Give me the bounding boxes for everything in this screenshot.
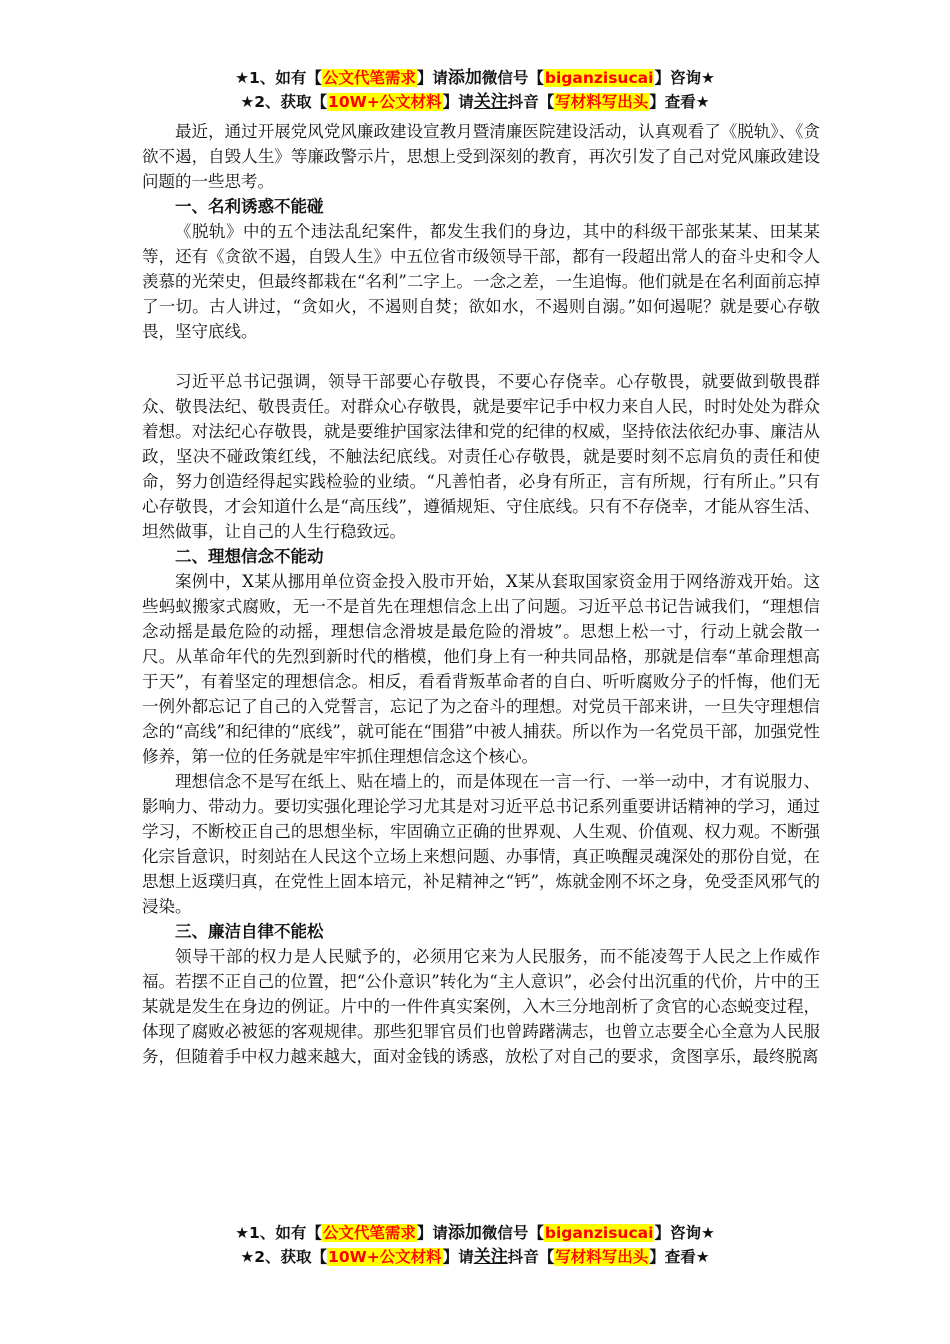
promo-text: 】请: [442, 1248, 474, 1266]
paragraph: 《脱轨》中的五个违法乱纪案件，都发生我们的身边，其中的科级干部张某某、田某某等，还有《贪欲不遏，自毁人生》中五位省市级领导干部，都有一段超出常人的奋斗史和令人羡慕的光荣史，但最终都栽在“名利”二字上。一念之差，一生追悔。他们就是在名利面前忘掉了一切。古人讲过，“贪如火，不遏则自焚；欲如水，不遏则自溺。”如何遏呢？就是要心存敬畏，坚守底线。: [142, 222, 820, 341]
highlight-douyin-account: 写材料写出头: [555, 93, 649, 111]
promo-text: 】请: [416, 1224, 448, 1242]
promo-text: 】咨询★: [654, 69, 715, 87]
highlight-wechat-id: biganzisucai: [544, 1224, 654, 1242]
promo-text: 】请: [442, 93, 474, 111]
promo-banner-top: [0, 66, 950, 114]
promo-line-1: [0, 66, 950, 90]
section-heading-2: 二、理想信念不能动: [175, 547, 324, 566]
promo-text: 微信号【: [481, 1224, 544, 1242]
highlight-materials: 10W+公文材料: [328, 1248, 442, 1266]
promo-text: 】咨询★: [654, 1224, 715, 1242]
paragraph: 理想信念不是写在纸上、贴在墙上的，而是体现在一言一行、一举一动中，才有说服力、影响力、带动力。要切实强化理论学习尤其是对习近平总书记系列重要讲话精神的学习，通过学习，不断校正自己的思想坐标，牢固确立正确的世界观、人生观、价值观、权力观。不断强化宗旨意识，时刻站在人民这个立场上来想问题、办事情，真正唤醒灵魂深处的那份自觉，在思想上返璞归真，在党性上固本培元，补足精神之“钙”，炼就金刚不坏之身，免受歪风邪气的浸染。: [142, 772, 820, 916]
highlight-materials: 10W+公文材料: [328, 93, 442, 111]
paragraph: 领导干部的权力是人民赋予的，必须用它来为人民服务，而不能凌驾于人民之上作威作福。若摆不正自己的位置，把“公仆意识”转化为“主人意识”，必会付出沉重的代价，片中的王某就是发生在身边的例证。片中的一件件真实案例，入木三分地剖析了贪官的心态蜕变过程，体现了腐败必被惩的客观规律。那些犯罪官员们也曾踌躇满志，也曾立志要全心全意为人民服务，但随着手中权力越来越大，面对金钱的诱惑，放松了对自己的要求，贪图享乐，最终脱离: [142, 947, 820, 1066]
promo-emphasis: 添加: [447, 68, 482, 88]
intro-paragraph: 最近，通过开展党风党风廉政建设宣教月暨清廉医院建设活动，认真观看了《脱轨》、《贪欲不遏，自毁人生》等廉政警示片，思想上受到深刻的教育，再次引发了自己对党风廉政建设问题的一些思考。: [142, 122, 820, 191]
highlight-service: 公文代笔需求: [322, 69, 416, 87]
paragraph: 习近平总书记强调，领导干部要心存敬畏，不要心存侥幸。心存敬畏，就要做到敬畏群众、敬畏法纪、敬畏责任。对群众心存敬畏，就是要牢记手中权力来自人民，时时处处为群众着想。对法纪心存敬畏，就是要维护国家法律和党的纪律的权威，坚持依法依纪办事、廉洁从政，坚决不碰政策红线，不触法纪底线。对责任心存敬畏，就是要时刻不忘肩负的责任和使命，努力创造经得起实践检验的业绩。“凡善怕者，必身有所正，言有所规，行有所止。”只有心存敬畏，才会知道什么是“高压线”，遵循规矩、守住底线。只有不存侥幸，才能从容生活、坦然做事，让自己的人生行稳致远。: [142, 372, 820, 541]
section-heading-3: 三、廉洁自律不能松: [175, 922, 324, 941]
promo-line-2: [0, 90, 950, 114]
promo-text: ★2、获取【: [240, 1248, 328, 1266]
promo-text: 】请: [416, 69, 448, 87]
promo-line-2: [0, 1245, 950, 1269]
section-heading-1: 一、名利诱惑不能碰: [175, 197, 324, 216]
article-body: [142, 119, 820, 1069]
promo-text: 微信号【: [481, 69, 544, 87]
promo-text: ★1、如有【: [235, 69, 322, 87]
promo-text: 抖音【: [507, 93, 555, 111]
promo-banner-bottom: [0, 1221, 950, 1269]
promo-line-1: [0, 1221, 950, 1245]
promo-text: 】查看★: [649, 93, 710, 111]
highlight-douyin-account: 写材料写出头: [555, 1248, 649, 1266]
promo-text: 抖音【: [507, 1248, 555, 1266]
promo-text: 】查看★: [649, 1248, 710, 1266]
paragraph: 案例中，X某从挪用单位资金投入股市开始，X某从套取国家资金用于网络游戏开始。这些蚂蚁搬家式腐败，无一不是首先在理想信念上出了问题。习近平总书记告诫我们，“理想信念动摇是最危险的动摇，理想信念滑坡是最危险的滑坡”。思想上松一寸，行动上就会散一尺。从革命年代的先烈到新时代的楷模，他们身上有一种共同品格，那就是信奉“革命理想高于天”，有着坚定的理想信念。相反，看看背叛革命者的自白、听听腐败分子的忏悔，他们无一例外都忘记了自己的入党誓言，忘记了为之奋斗的理想。对党员干部来讲，一旦失守理想信念的“高线”和纪律的“底线”，就可能在“围猎”中被人捕获。所以作为一名党员干部，加强党性修养，第一位的任务就是牢牢抓住理想信念这个核心。: [142, 572, 820, 766]
promo-emphasis: 添加: [447, 1223, 482, 1243]
highlight-service: 公文代笔需求: [322, 1224, 416, 1242]
promo-emphasis: 关注: [473, 92, 508, 112]
promo-emphasis: 关注: [473, 1247, 508, 1267]
promo-text: ★2、获取【: [240, 93, 328, 111]
promo-text: ★1、如有【: [235, 1224, 322, 1242]
highlight-wechat-id: biganzisucai: [544, 69, 654, 87]
